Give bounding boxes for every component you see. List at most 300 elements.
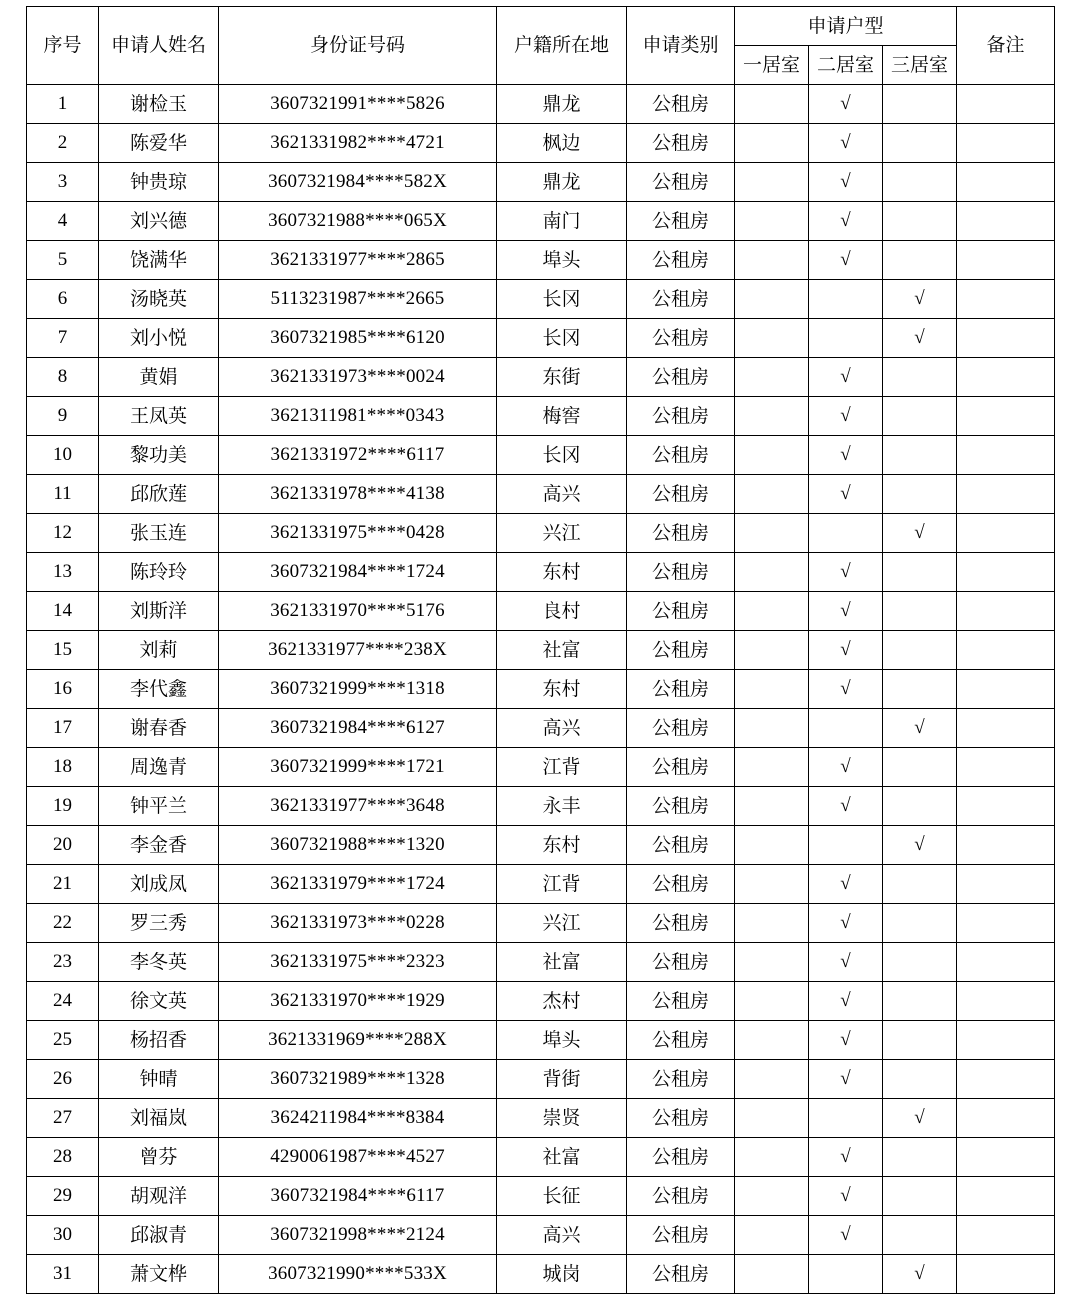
table-row <box>27 436 1055 475</box>
table-row <box>27 124 1055 163</box>
cell-three-room <box>883 163 957 202</box>
cell-name: 李金香 <box>99 826 219 865</box>
table-row <box>27 358 1055 397</box>
cell-one-room <box>735 202 809 241</box>
cell-one-room <box>735 1138 809 1177</box>
cell-remark <box>957 1060 1055 1099</box>
cell-remark <box>957 436 1055 475</box>
cell-two-room: √ <box>809 553 883 592</box>
cell-remark <box>957 319 1055 358</box>
column-header-house-type-group: 申请户型 <box>735 7 957 46</box>
cell-remark <box>957 826 1055 865</box>
cell-index: 12 <box>27 514 99 553</box>
cell-name: 刘小悦 <box>99 319 219 358</box>
cell-name: 刘兴德 <box>99 202 219 241</box>
cell-name: 周逸青 <box>99 748 219 787</box>
cell-category: 公租房 <box>627 982 735 1021</box>
cell-name: 刘莉 <box>99 631 219 670</box>
cell-index: 19 <box>27 787 99 826</box>
cell-id-number: 3607321984****582X <box>219 163 497 202</box>
cell-id-number: 3607321984****1724 <box>219 553 497 592</box>
cell-region: 东村 <box>497 553 627 592</box>
cell-region: 鼎龙 <box>497 163 627 202</box>
cell-category: 公租房 <box>627 1216 735 1255</box>
cell-category: 公租房 <box>627 202 735 241</box>
cell-one-room <box>735 943 809 982</box>
cell-one-room <box>735 436 809 475</box>
cell-index: 13 <box>27 553 99 592</box>
cell-region: 社富 <box>497 1138 627 1177</box>
cell-three-room <box>883 1060 957 1099</box>
cell-index: 1 <box>27 85 99 124</box>
cell-region: 埠头 <box>497 1021 627 1060</box>
cell-region: 南门 <box>497 202 627 241</box>
cell-three-room <box>883 85 957 124</box>
cell-name: 陈玲玲 <box>99 553 219 592</box>
cell-id-number: 3621331973****0228 <box>219 904 497 943</box>
cell-id-number: 3607321999****1721 <box>219 748 497 787</box>
cell-category: 公租房 <box>627 826 735 865</box>
cell-one-room <box>735 241 809 280</box>
cell-one-room <box>735 748 809 787</box>
cell-index: 31 <box>27 1255 99 1294</box>
cell-one-room <box>735 865 809 904</box>
cell-three-room <box>883 1021 957 1060</box>
cell-three-room: √ <box>883 1099 957 1138</box>
cell-one-room <box>735 631 809 670</box>
cell-region: 社富 <box>497 943 627 982</box>
cell-two-room <box>809 319 883 358</box>
cell-one-room <box>735 982 809 1021</box>
cell-index: 28 <box>27 1138 99 1177</box>
cell-category: 公租房 <box>627 85 735 124</box>
table-row <box>27 1138 1055 1177</box>
cell-region: 长冈 <box>497 319 627 358</box>
cell-category: 公租房 <box>627 904 735 943</box>
cell-name: 曾芬 <box>99 1138 219 1177</box>
cell-one-room <box>735 85 809 124</box>
cell-id-number: 3607321989****1328 <box>219 1060 497 1099</box>
cell-region: 东街 <box>497 358 627 397</box>
cell-region: 城岗 <box>497 1255 627 1294</box>
cell-one-room <box>735 280 809 319</box>
cell-category: 公租房 <box>627 514 735 553</box>
cell-name: 徐文英 <box>99 982 219 1021</box>
cell-index: 23 <box>27 943 99 982</box>
cell-three-room: √ <box>883 709 957 748</box>
cell-id-number: 3621331977****238X <box>219 631 497 670</box>
cell-three-room <box>883 241 957 280</box>
cell-region: 长征 <box>497 1177 627 1216</box>
cell-category: 公租房 <box>627 1177 735 1216</box>
table-row <box>27 1021 1055 1060</box>
table-row <box>27 748 1055 787</box>
cell-remark <box>957 670 1055 709</box>
cell-two-room: √ <box>809 397 883 436</box>
cell-name: 钟晴 <box>99 1060 219 1099</box>
cell-three-room <box>883 553 957 592</box>
cell-index: 4 <box>27 202 99 241</box>
cell-index: 11 <box>27 475 99 514</box>
cell-id-number: 3621331982****4721 <box>219 124 497 163</box>
table-row <box>27 514 1055 553</box>
cell-region: 长冈 <box>497 280 627 319</box>
table-row <box>27 85 1055 124</box>
cell-two-room: √ <box>809 436 883 475</box>
cell-three-room <box>883 475 957 514</box>
cell-category: 公租房 <box>627 319 735 358</box>
cell-three-room: √ <box>883 1255 957 1294</box>
cell-two-room: √ <box>809 943 883 982</box>
table-row <box>27 943 1055 982</box>
cell-one-room <box>735 1021 809 1060</box>
cell-region: 崇贤 <box>497 1099 627 1138</box>
cell-index: 22 <box>27 904 99 943</box>
cell-name: 张玉连 <box>99 514 219 553</box>
cell-one-room <box>735 553 809 592</box>
table-row <box>27 280 1055 319</box>
cell-three-room: √ <box>883 826 957 865</box>
cell-remark <box>957 982 1055 1021</box>
cell-name: 杨招香 <box>99 1021 219 1060</box>
cell-category: 公租房 <box>627 748 735 787</box>
cell-index: 15 <box>27 631 99 670</box>
cell-name: 萧文桦 <box>99 1255 219 1294</box>
cell-name: 谢春香 <box>99 709 219 748</box>
cell-two-room: √ <box>809 358 883 397</box>
cell-name: 饶满华 <box>99 241 219 280</box>
cell-id-number: 3607321988****1320 <box>219 826 497 865</box>
cell-index: 27 <box>27 1099 99 1138</box>
cell-name: 李冬英 <box>99 943 219 982</box>
table-row <box>27 1255 1055 1294</box>
cell-index: 14 <box>27 592 99 631</box>
cell-two-room: √ <box>809 1060 883 1099</box>
cell-index: 8 <box>27 358 99 397</box>
cell-one-room <box>735 163 809 202</box>
cell-category: 公租房 <box>627 1099 735 1138</box>
table-row <box>27 709 1055 748</box>
cell-one-room <box>735 319 809 358</box>
cell-region: 高兴 <box>497 475 627 514</box>
cell-index: 26 <box>27 1060 99 1099</box>
table-row <box>27 1177 1055 1216</box>
cell-index: 7 <box>27 319 99 358</box>
cell-region: 高兴 <box>497 1216 627 1255</box>
cell-id-number: 3621331972****6117 <box>219 436 497 475</box>
cell-id-number: 3621311981****0343 <box>219 397 497 436</box>
cell-id-number: 3621331970****5176 <box>219 592 497 631</box>
cell-remark <box>957 1021 1055 1060</box>
cell-region: 江背 <box>497 748 627 787</box>
cell-remark <box>957 1177 1055 1216</box>
cell-category: 公租房 <box>627 553 735 592</box>
cell-id-number: 4290061987****4527 <box>219 1138 497 1177</box>
cell-index: 3 <box>27 163 99 202</box>
cell-name: 邱淑青 <box>99 1216 219 1255</box>
column-header-id-number: 身份证号码 <box>219 7 497 85</box>
cell-name: 汤晓英 <box>99 280 219 319</box>
cell-three-room <box>883 748 957 787</box>
cell-three-room <box>883 787 957 826</box>
cell-name: 谢检玉 <box>99 85 219 124</box>
cell-region: 高兴 <box>497 709 627 748</box>
cell-two-room: √ <box>809 1138 883 1177</box>
cell-two-room: √ <box>809 1021 883 1060</box>
cell-region: 杰村 <box>497 982 627 1021</box>
cell-three-room <box>883 124 957 163</box>
cell-three-room <box>883 397 957 436</box>
cell-remark <box>957 202 1055 241</box>
cell-two-room: √ <box>809 787 883 826</box>
table-row <box>27 202 1055 241</box>
cell-three-room <box>883 670 957 709</box>
cell-category: 公租房 <box>627 631 735 670</box>
cell-one-room <box>735 826 809 865</box>
cell-region: 背街 <box>497 1060 627 1099</box>
cell-category: 公租房 <box>627 124 735 163</box>
cell-three-room <box>883 982 957 1021</box>
cell-two-room: √ <box>809 1216 883 1255</box>
table-row <box>27 631 1055 670</box>
cell-name: 钟平兰 <box>99 787 219 826</box>
cell-index: 18 <box>27 748 99 787</box>
cell-one-room <box>735 904 809 943</box>
cell-remark <box>957 943 1055 982</box>
cell-region: 兴江 <box>497 514 627 553</box>
cell-index: 17 <box>27 709 99 748</box>
cell-remark <box>957 553 1055 592</box>
cell-index: 30 <box>27 1216 99 1255</box>
cell-remark <box>957 124 1055 163</box>
cell-one-room <box>735 475 809 514</box>
cell-category: 公租房 <box>627 241 735 280</box>
cell-one-room <box>735 1099 809 1138</box>
cell-two-room: √ <box>809 748 883 787</box>
cell-name: 王凤英 <box>99 397 219 436</box>
cell-remark <box>957 163 1055 202</box>
cell-one-room <box>735 670 809 709</box>
cell-id-number: 3621331975****0428 <box>219 514 497 553</box>
cell-name: 陈爱华 <box>99 124 219 163</box>
cell-remark <box>957 748 1055 787</box>
cell-id-number: 3607321988****065X <box>219 202 497 241</box>
table-row <box>27 904 1055 943</box>
cell-one-room <box>735 397 809 436</box>
cell-id-number: 3607321990****533X <box>219 1255 497 1294</box>
cell-id-number: 3621331969****288X <box>219 1021 497 1060</box>
cell-category: 公租房 <box>627 1021 735 1060</box>
cell-remark <box>957 709 1055 748</box>
cell-remark <box>957 787 1055 826</box>
cell-region: 东村 <box>497 670 627 709</box>
cell-two-room: √ <box>809 670 883 709</box>
table-row <box>27 982 1055 1021</box>
cell-three-room <box>883 943 957 982</box>
cell-three-room <box>883 631 957 670</box>
cell-index: 16 <box>27 670 99 709</box>
table-header <box>27 7 1055 85</box>
cell-three-room <box>883 1216 957 1255</box>
cell-index: 29 <box>27 1177 99 1216</box>
cell-id-number: 3621331977****2865 <box>219 241 497 280</box>
cell-category: 公租房 <box>627 1255 735 1294</box>
cell-category: 公租房 <box>627 280 735 319</box>
table-row <box>27 592 1055 631</box>
cell-one-room <box>735 124 809 163</box>
cell-remark <box>957 1216 1055 1255</box>
cell-name: 黎功美 <box>99 436 219 475</box>
table-row <box>27 1216 1055 1255</box>
cell-remark <box>957 1138 1055 1177</box>
cell-region: 长冈 <box>497 436 627 475</box>
cell-id-number: 3621331975****2323 <box>219 943 497 982</box>
cell-region: 江背 <box>497 865 627 904</box>
cell-three-room <box>883 592 957 631</box>
table-row <box>27 826 1055 865</box>
cell-category: 公租房 <box>627 592 735 631</box>
cell-two-room: √ <box>809 592 883 631</box>
cell-two-room <box>809 514 883 553</box>
table-row <box>27 670 1055 709</box>
cell-two-room <box>809 709 883 748</box>
cell-one-room <box>735 1060 809 1099</box>
table-row <box>27 553 1055 592</box>
cell-id-number: 3607321999****1318 <box>219 670 497 709</box>
cell-one-room <box>735 709 809 748</box>
cell-id-number: 3624211984****8384 <box>219 1099 497 1138</box>
cell-id-number: 3607321984****6117 <box>219 1177 497 1216</box>
cell-remark <box>957 1255 1055 1294</box>
applicant-list-table <box>26 6 1055 1294</box>
cell-two-room: √ <box>809 163 883 202</box>
cell-two-room <box>809 1255 883 1294</box>
cell-id-number: 5113231987****2665 <box>219 280 497 319</box>
table-header-row-1 <box>27 7 1055 46</box>
cell-one-room <box>735 787 809 826</box>
table-row <box>27 241 1055 280</box>
cell-remark <box>957 358 1055 397</box>
cell-remark <box>957 631 1055 670</box>
cell-remark <box>957 904 1055 943</box>
cell-remark <box>957 241 1055 280</box>
cell-category: 公租房 <box>627 865 735 904</box>
column-header-three-room: 三居室 <box>883 46 957 85</box>
cell-region: 永丰 <box>497 787 627 826</box>
cell-remark <box>957 1099 1055 1138</box>
cell-remark <box>957 592 1055 631</box>
cell-region: 枫边 <box>497 124 627 163</box>
table-row <box>27 1099 1055 1138</box>
cell-two-room <box>809 280 883 319</box>
cell-two-room: √ <box>809 241 883 280</box>
cell-region: 埠头 <box>497 241 627 280</box>
cell-index: 25 <box>27 1021 99 1060</box>
cell-two-room: √ <box>809 865 883 904</box>
cell-remark <box>957 514 1055 553</box>
cell-index: 6 <box>27 280 99 319</box>
cell-three-room: √ <box>883 280 957 319</box>
column-header-one-room: 一居室 <box>735 46 809 85</box>
cell-two-room <box>809 826 883 865</box>
cell-id-number: 3621331970****1929 <box>219 982 497 1021</box>
cell-index: 21 <box>27 865 99 904</box>
cell-id-number: 3607321984****6127 <box>219 709 497 748</box>
cell-one-room <box>735 1255 809 1294</box>
cell-three-room: √ <box>883 319 957 358</box>
cell-name: 刘福岚 <box>99 1099 219 1138</box>
cell-category: 公租房 <box>627 943 735 982</box>
cell-three-room: √ <box>883 514 957 553</box>
cell-one-room <box>735 1177 809 1216</box>
cell-category: 公租房 <box>627 1060 735 1099</box>
cell-region: 社富 <box>497 631 627 670</box>
table-row <box>27 1060 1055 1099</box>
cell-two-room <box>809 1099 883 1138</box>
cell-region: 东村 <box>497 826 627 865</box>
table-row <box>27 787 1055 826</box>
cell-name: 邱欣莲 <box>99 475 219 514</box>
cell-two-room: √ <box>809 982 883 1021</box>
table-row <box>27 163 1055 202</box>
column-header-household-region: 户籍所在地 <box>497 7 627 85</box>
cell-name: 黄娟 <box>99 358 219 397</box>
cell-two-room: √ <box>809 1177 883 1216</box>
column-header-remark: 备注 <box>957 7 1055 85</box>
column-header-two-room: 二居室 <box>809 46 883 85</box>
cell-three-room <box>883 358 957 397</box>
cell-category: 公租房 <box>627 163 735 202</box>
cell-remark <box>957 85 1055 124</box>
cell-id-number: 3621331977****3648 <box>219 787 497 826</box>
cell-id-number: 3607321991****5826 <box>219 85 497 124</box>
cell-index: 20 <box>27 826 99 865</box>
column-header-application-category: 申请类别 <box>627 7 735 85</box>
cell-id-number: 3621331978****4138 <box>219 475 497 514</box>
cell-two-room: √ <box>809 631 883 670</box>
cell-one-room <box>735 1216 809 1255</box>
cell-name: 钟贵琼 <box>99 163 219 202</box>
cell-index: 24 <box>27 982 99 1021</box>
cell-remark <box>957 475 1055 514</box>
cell-index: 10 <box>27 436 99 475</box>
cell-three-room <box>883 202 957 241</box>
cell-region: 梅窖 <box>497 397 627 436</box>
cell-one-room <box>735 514 809 553</box>
cell-two-room: √ <box>809 202 883 241</box>
cell-region: 良村 <box>497 592 627 631</box>
cell-category: 公租房 <box>627 436 735 475</box>
cell-two-room: √ <box>809 85 883 124</box>
cell-category: 公租房 <box>627 709 735 748</box>
cell-three-room <box>883 436 957 475</box>
cell-index: 5 <box>27 241 99 280</box>
cell-id-number: 3607321998****2124 <box>219 1216 497 1255</box>
cell-three-room <box>883 865 957 904</box>
cell-id-number: 3621331973****0024 <box>219 358 497 397</box>
cell-name: 李代鑫 <box>99 670 219 709</box>
cell-two-room: √ <box>809 124 883 163</box>
cell-region: 兴江 <box>497 904 627 943</box>
column-header-index: 序号 <box>27 7 99 85</box>
cell-category: 公租房 <box>627 1138 735 1177</box>
table-row <box>27 319 1055 358</box>
column-header-name: 申请人姓名 <box>99 7 219 85</box>
cell-region: 鼎龙 <box>497 85 627 124</box>
cell-category: 公租房 <box>627 475 735 514</box>
cell-one-room <box>735 592 809 631</box>
table-row <box>27 865 1055 904</box>
